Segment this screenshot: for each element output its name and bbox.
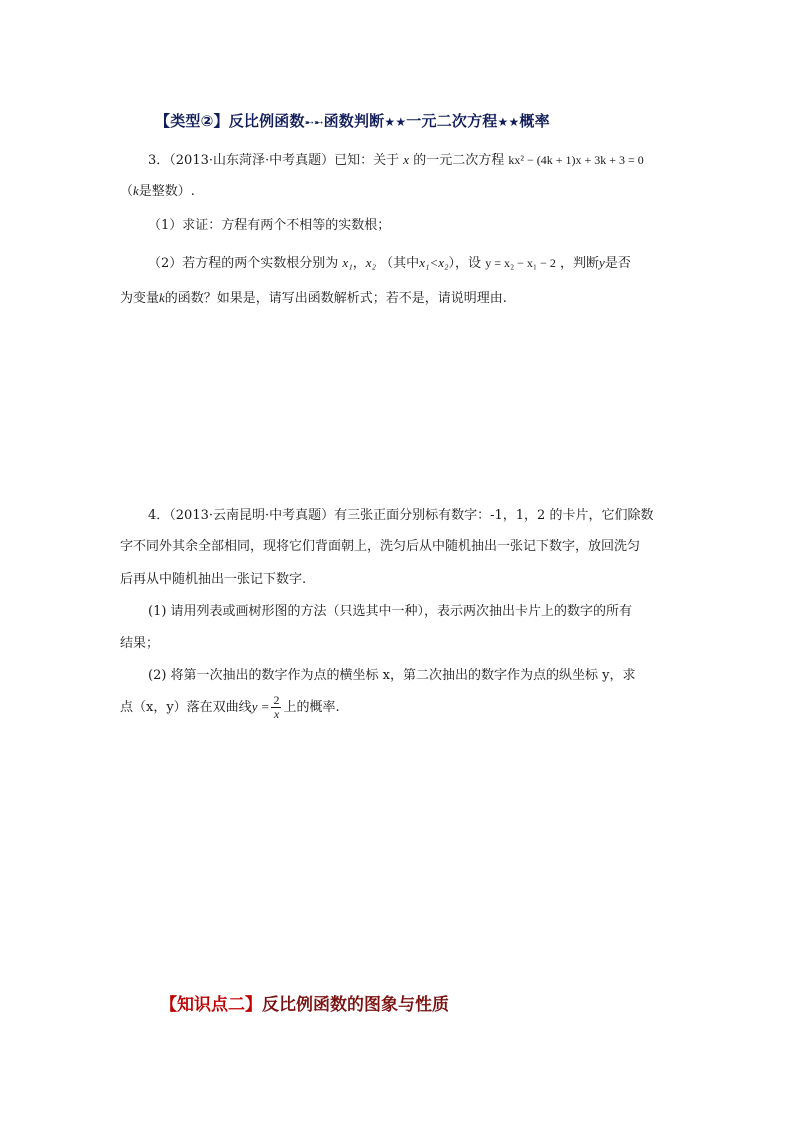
q3-part2-line2: 为变量k的函数？如果是，请写出函数解析式；若不是，请说明理由. [120, 290, 507, 306]
q3-line1: 3．（2013·山东菏泽·中考真题）已知：关于 x 的一元二次方程 kx² − (4k + 1)x + 3k + 3 = 0 [148, 152, 644, 168]
stars-icon: ★★ [497, 115, 520, 129]
q4-part2-line1: (2) 将第一次抽出的数字作为点的横坐标 x，第二次抽出的数字作为点的纵坐标 y，求 [148, 668, 636, 683]
heading-bracket: 【类型②】 [155, 112, 229, 130]
section-heading-type2: 【类型②】反比例函数➸➸函数判断★★一元二次方程★★概率 [155, 112, 550, 130]
q4-part1-line1: (1) 请用列表或画树形图的方法（只选其中一种），表示两次抽出卡片上的数字的所有 [148, 604, 633, 619]
q4-part2-line2: 点（x，y）落在双曲线y = $\frac{2}{x}$ 上的概率. [120, 693, 340, 721]
q4-part1-line2: 结果； [120, 636, 160, 651]
quadratic-equation: kx² − (4k + 1)x + 3k + 3 = 0 [508, 153, 644, 167]
stars-icon: ★★ [384, 115, 407, 129]
q4-line2: 字不同外其余全部相同，现将它们背面朝上，洗匀后从中随机抽出一张记下数字，放回洗匀 [120, 539, 641, 554]
q3-part1: （1）求证：方程有两个不相等的实数根； [148, 218, 391, 233]
fraction-2-over-x: $\frac{2}{x}$ [273, 693, 280, 721]
q3-part2-line1: （2）若方程的两个实数根分别为 x₁，x₂ （其中x₁<x₂），设 y = x₂ − x₁ − 2 ，判断y是否 [148, 255, 631, 271]
y-definition: y = x₂ − x₁ − 2 [485, 256, 556, 270]
section-heading-knowledge2: 【知识点二】反比例函数的图象与性质 [160, 995, 449, 1015]
arrows-icon: ➸➸ [304, 116, 324, 129]
q3-line2: （k是整数）. [120, 183, 195, 199]
q4-line3: 后再从中随机抽出一张记下数字. [120, 572, 307, 587]
q4-line1: 4．（2013·云南昆明·中考真题）有三张正面分别标有数字：-1，1，2 的卡片，它们除数 [148, 508, 654, 523]
